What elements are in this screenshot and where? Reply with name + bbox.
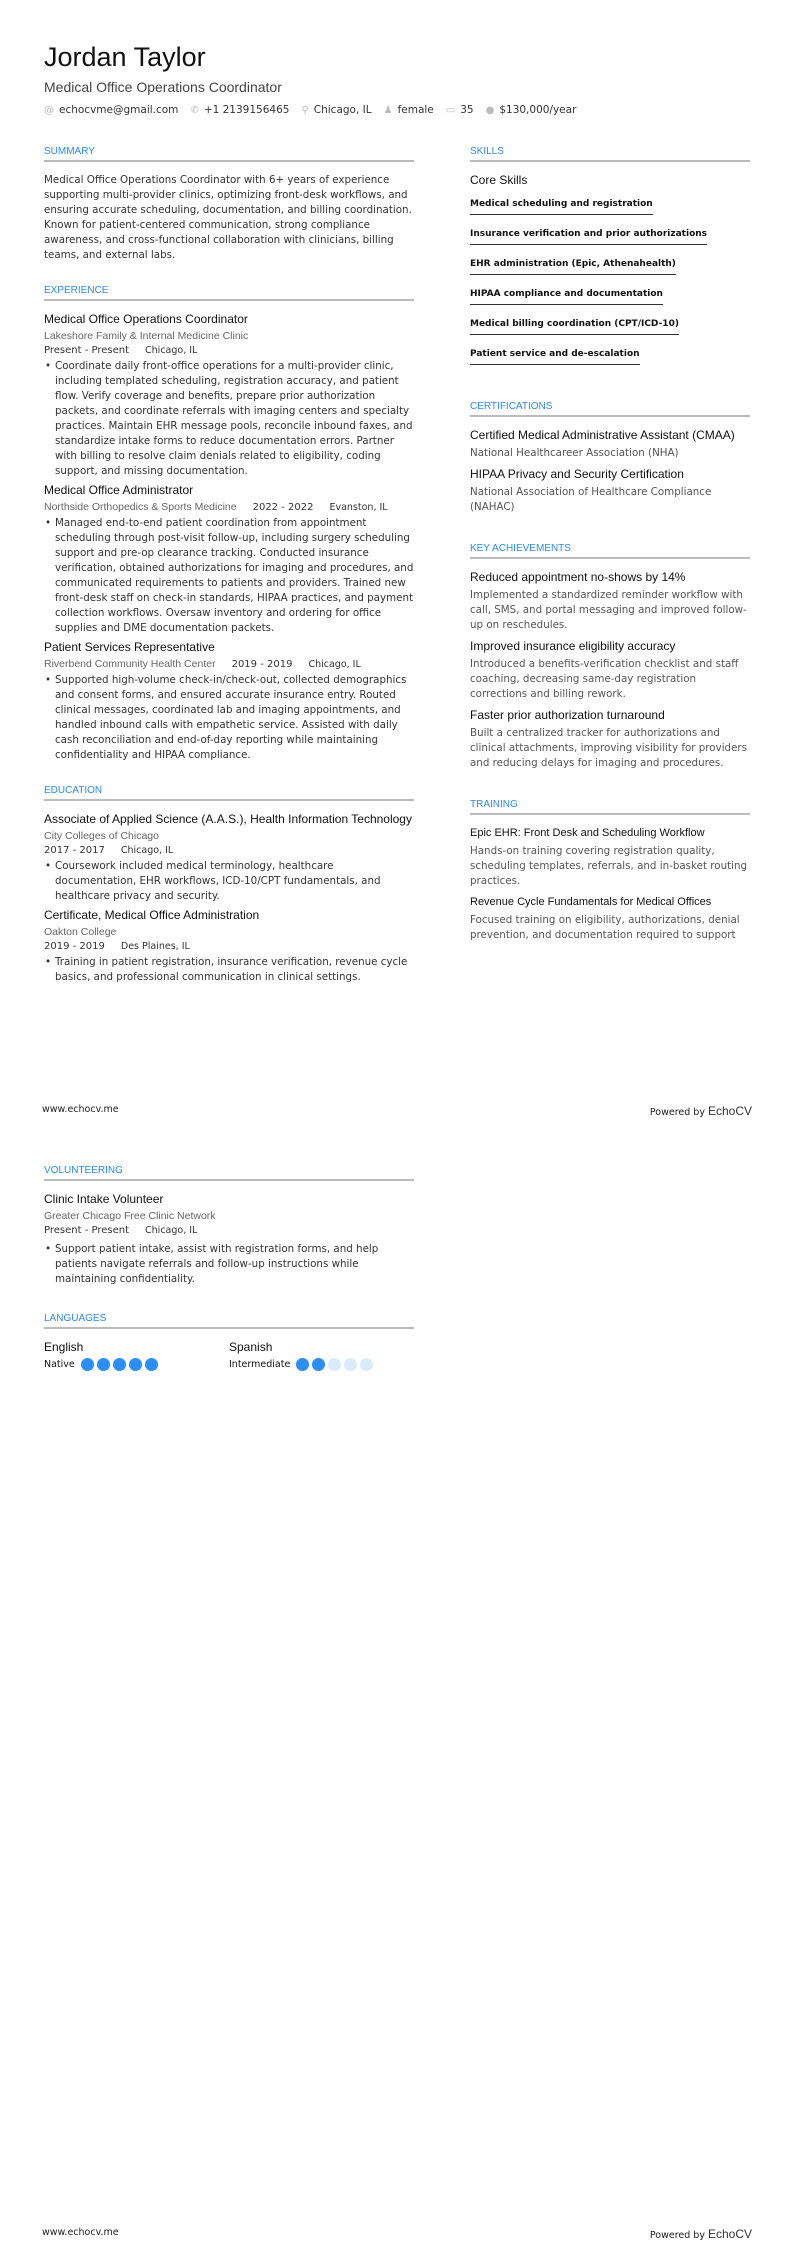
left-column bbox=[44, 146, 414, 1007]
proficiency-dot-filled bbox=[296, 1358, 309, 1371]
language-name: English bbox=[44, 1340, 84, 1354]
start-date: 2019 bbox=[231, 659, 258, 670]
phone-icon: ✆ bbox=[190, 105, 199, 116]
skills-section bbox=[470, 146, 750, 371]
contact-phone: +1 2139156465 bbox=[203, 104, 290, 116]
start-date: 2022 bbox=[252, 502, 279, 513]
job-bullet: • Supported high-volume check-in/check-out, collected demographics and consent forms, and ensured accurate insurance entry. Routed clinical messages, coordinated lab and imaging appointments, and handled inbound calls with empathetic service. Assisted with daily cash reconciliation and end-of-day reporting while maintaining confidentiality and HIPAA compliance. bbox=[44, 673, 414, 763]
achievement-title: Reduced appointment no-shows by 14% bbox=[470, 570, 686, 584]
degree: Associate of Applied Science (A.A.S.), Health Information Technology bbox=[44, 812, 412, 826]
language-item bbox=[44, 1340, 229, 1371]
proficiency-dots bbox=[296, 1358, 373, 1371]
achievement-title: Improved insurance eligibility accuracy bbox=[470, 639, 676, 653]
achievement-title: Faster prior authorization turnaround bbox=[470, 708, 665, 722]
proficiency-dot-empty bbox=[360, 1358, 373, 1371]
volunteer-location: Chicago, IL bbox=[145, 1225, 198, 1236]
candidate-name: Jordan Taylor bbox=[44, 42, 206, 72]
job-meta: Riverbend Community Health Center 2019 - 2019 Chicago, IL bbox=[44, 658, 361, 670]
end-date: Present bbox=[91, 1225, 130, 1236]
company: Riverbend Community Health Center bbox=[44, 658, 216, 670]
end-date: 2019 bbox=[79, 941, 105, 952]
candidate-title: Medical Office Operations Coordinator bbox=[44, 79, 282, 95]
job-title: Medical Office Administrator bbox=[44, 483, 194, 497]
achievement-desc: Built a centralized tracker for authorizations and clinical attachments, improving visibility for providers and reducing delays for imaging and procedures. bbox=[470, 727, 748, 769]
certifications-section bbox=[470, 401, 750, 515]
skill-item: Patient service and de-escalation bbox=[470, 349, 640, 365]
training-desc: Hands-on training covering registration quality, scheduling templates, referrals, and in-basket routing practices. bbox=[470, 845, 748, 887]
resume-page-2 bbox=[0, 1123, 794, 2246]
left-column bbox=[44, 1165, 414, 1393]
education-section bbox=[44, 785, 414, 985]
proficiency-dot-filled bbox=[113, 1358, 126, 1371]
money-icon: ● bbox=[485, 105, 495, 116]
cert-issuer: National Association of Healthcare Compliance (NAHAC) bbox=[470, 486, 712, 513]
proficiency-dot-filled bbox=[81, 1358, 94, 1371]
language-list bbox=[44, 1340, 414, 1371]
brand-logo: EchoCV bbox=[707, 2227, 752, 2241]
experience-item bbox=[44, 312, 414, 479]
start-date: 2017 bbox=[44, 845, 70, 856]
language-name: Spanish bbox=[229, 1340, 273, 1354]
skill-item: EHR administration (Epic, Athenahealth) bbox=[470, 259, 676, 275]
achievement-desc: Introduced a benefits-verification checklist and staff coaching, decreasing same-day registration corrections and billing rework. bbox=[470, 658, 739, 700]
job-meta: Present - Present Chicago, IL bbox=[44, 345, 198, 356]
contact-row bbox=[44, 104, 576, 116]
brand-logo: EchoCV bbox=[707, 1104, 752, 1118]
school: Oakton College bbox=[44, 926, 117, 938]
powered-by-label: Powered by bbox=[649, 2230, 705, 2241]
footer-site-link[interactable]: www.echocv.me bbox=[42, 1104, 119, 1115]
proficiency-dot-filled bbox=[312, 1358, 325, 1371]
powered-by-label: Powered by bbox=[649, 1107, 705, 1118]
contact-location: Chicago, IL bbox=[313, 104, 372, 116]
language-level: Intermediate bbox=[229, 1359, 291, 1370]
edu-bullet: • Coursework included medical terminology, healthcare documentation, EHR workflows, ICD-10/CPT fundamentals, and healthcare privacy and security. bbox=[44, 859, 414, 904]
proficiency-dots bbox=[81, 1358, 158, 1371]
proficiency-dot-empty bbox=[344, 1358, 357, 1371]
company: Lakeshore Family & Internal Medicine Clinic bbox=[44, 330, 249, 342]
cert-name: HIPAA Privacy and Security Certification bbox=[470, 467, 684, 481]
section-heading: TRAINING bbox=[470, 799, 750, 815]
training-title: Epic EHR: Front Desk and Scheduling Workflow bbox=[470, 827, 705, 839]
location-pin-icon: ⚲ bbox=[301, 105, 309, 116]
summary-text: Medical Office Operations Coordinator with 6+ years of experience supporting multi-provider clinics, optimizing front-desk workflows, and ensuring accurate scheduling, documentation, and billing coordination. Known for patient-centered communication, strong compliance awareness, and cross-functional collaboration with clinicians, billing teams, and external labs. bbox=[44, 174, 412, 261]
company: Northside Orthopedics & Sports Medicine bbox=[44, 501, 237, 513]
edu-meta: 2019 - 2019 Des Plaines, IL bbox=[44, 941, 190, 952]
end-date: 2022 bbox=[288, 502, 314, 513]
language-level: Native bbox=[44, 1359, 75, 1370]
footer-powered-by[interactable] bbox=[650, 1104, 752, 1118]
school: City Colleges of Chicago bbox=[44, 830, 159, 842]
email-icon: @ bbox=[44, 105, 54, 116]
section-heading: EXPERIENCE bbox=[44, 285, 414, 301]
job-location: Chicago, IL bbox=[145, 345, 198, 356]
start-date: 2019 bbox=[44, 941, 70, 952]
job-bullet: • Coordinate daily front-office operations for a multi-provider clinic, including templated scheduling, registration accuracy, and patient flow. Verify coverage and benefits, prepare prior authorization packets, and coordinate referrals with imaging centers and specialty practices. Maintain EHR message pools, reconcile inbound faxes, and standardize intake forms to reduce documentation errors. Partner with billing to resolve claim denials related to eligibility, coding support, and missing documentation. bbox=[44, 359, 414, 479]
summary-section bbox=[44, 146, 414, 263]
cert-issuer: National Healthcareer Association (NHA) bbox=[470, 447, 679, 459]
skill-item: Insurance verification and prior authorizations bbox=[470, 229, 707, 245]
calendar-icon: ▭ bbox=[445, 105, 456, 116]
contact-email[interactable]: echocvme@gmail.com bbox=[59, 104, 179, 116]
job-bullet: • Managed end-to-end patient coordination from appointment scheduling through post-visit follow-up, including surgery scheduling support and pre-op clearance tracking. Conducted insurance verification, obtained authorizations for imaging and procedures, and communicated requirements to patients and providers. Trained new front-desk staff on check-in standards, HIPAA practices, and payment collection workflows. Oversaw inventory and ordering for office supplies and DME documentation packets. bbox=[44, 516, 414, 636]
section-heading: EDUCATION bbox=[44, 785, 414, 801]
edu-location: Des Plaines, IL bbox=[120, 941, 190, 952]
language-item bbox=[229, 1340, 414, 1371]
cert-name: Certified Medical Administrative Assistant (CMAA) bbox=[470, 428, 735, 442]
volunteer-meta: Present - Present Chicago, IL bbox=[44, 1225, 198, 1236]
right-column bbox=[470, 146, 750, 965]
contact-gender: female bbox=[397, 104, 434, 116]
skill-item: HIPAA compliance and documentation bbox=[470, 289, 663, 305]
training-section bbox=[470, 799, 750, 943]
end-date: 2017 bbox=[79, 845, 105, 856]
edu-meta: 2017 - 2017 Chicago, IL bbox=[44, 845, 174, 856]
person-icon: ♟ bbox=[383, 105, 393, 116]
section-heading: SUMMARY bbox=[44, 146, 414, 162]
experience-item bbox=[44, 640, 414, 763]
section-heading: LANGUAGES bbox=[44, 1313, 414, 1329]
job-location: Evanston, IL bbox=[329, 502, 388, 513]
proficiency-dot-filled bbox=[129, 1358, 142, 1371]
section-heading: VOLUNTEERING bbox=[44, 1165, 414, 1181]
end-date: 2019 bbox=[267, 659, 293, 670]
proficiency-dot-filled bbox=[97, 1358, 110, 1371]
end-date: Present bbox=[91, 345, 130, 356]
experience-item bbox=[44, 483, 414, 636]
volunteer-org: Greater Chicago Free Clinic Network bbox=[44, 1210, 216, 1222]
edu-location: Chicago, IL bbox=[120, 845, 174, 856]
achievements-section bbox=[470, 543, 750, 771]
footer-powered-by[interactable] bbox=[650, 2227, 752, 2241]
job-meta: Northside Orthopedics & Sports Medicine 2022 - 2022 Evanston, IL bbox=[44, 501, 388, 513]
footer-site-link[interactable]: www.echocv.me bbox=[42, 2227, 119, 2238]
job-title: Medical Office Operations Coordinator bbox=[44, 312, 248, 326]
achievement-desc: Implemented a standardized reminder workflow with call, SMS, and portal messaging and improved follow-up on reschedules. bbox=[470, 589, 747, 631]
contact-salary: $130,000/year bbox=[499, 104, 577, 116]
job-title: Patient Services Representative bbox=[44, 640, 215, 654]
edu-bullet: • Training in patient registration, insurance verification, revenue cycle basics, and professional communication in clinical settings. bbox=[44, 955, 414, 985]
volunteering-section bbox=[44, 1165, 414, 1287]
contact-age: 35 bbox=[460, 104, 474, 116]
proficiency-dot-empty bbox=[328, 1358, 341, 1371]
skill-group-title: Core Skills bbox=[470, 173, 528, 187]
education-item bbox=[44, 812, 414, 904]
experience-section bbox=[44, 285, 414, 763]
proficiency-dot-filled bbox=[145, 1358, 158, 1371]
skill-item: Medical billing coordination (CPT/ICD-10) bbox=[470, 319, 679, 335]
section-heading: SKILLS bbox=[470, 146, 750, 162]
training-desc: Focused training on eligibility, authorizations, denial prevention, and documentation required to support bbox=[470, 914, 740, 941]
training-title: Revenue Cycle Fundamentals for Medical Offices bbox=[470, 896, 712, 908]
job-location: Chicago, IL bbox=[308, 659, 361, 670]
section-heading: KEY ACHIEVEMENTS bbox=[470, 543, 750, 559]
volunteer-bullet: • Support patient intake, assist with registration forms, and help patients navigate referrals and follow-up instructions while maintaining confidentiality. bbox=[44, 1242, 414, 1287]
volunteer-title: Clinic Intake Volunteer bbox=[44, 1192, 164, 1206]
education-item bbox=[44, 908, 414, 985]
section-heading: CERTIFICATIONS bbox=[470, 401, 750, 417]
start-date: Present bbox=[44, 345, 82, 356]
degree: Certificate, Medical Office Administration bbox=[44, 908, 260, 922]
skill-item: Medical scheduling and registration bbox=[470, 199, 653, 215]
start-date: Present bbox=[44, 1225, 82, 1236]
languages-section bbox=[44, 1313, 414, 1371]
